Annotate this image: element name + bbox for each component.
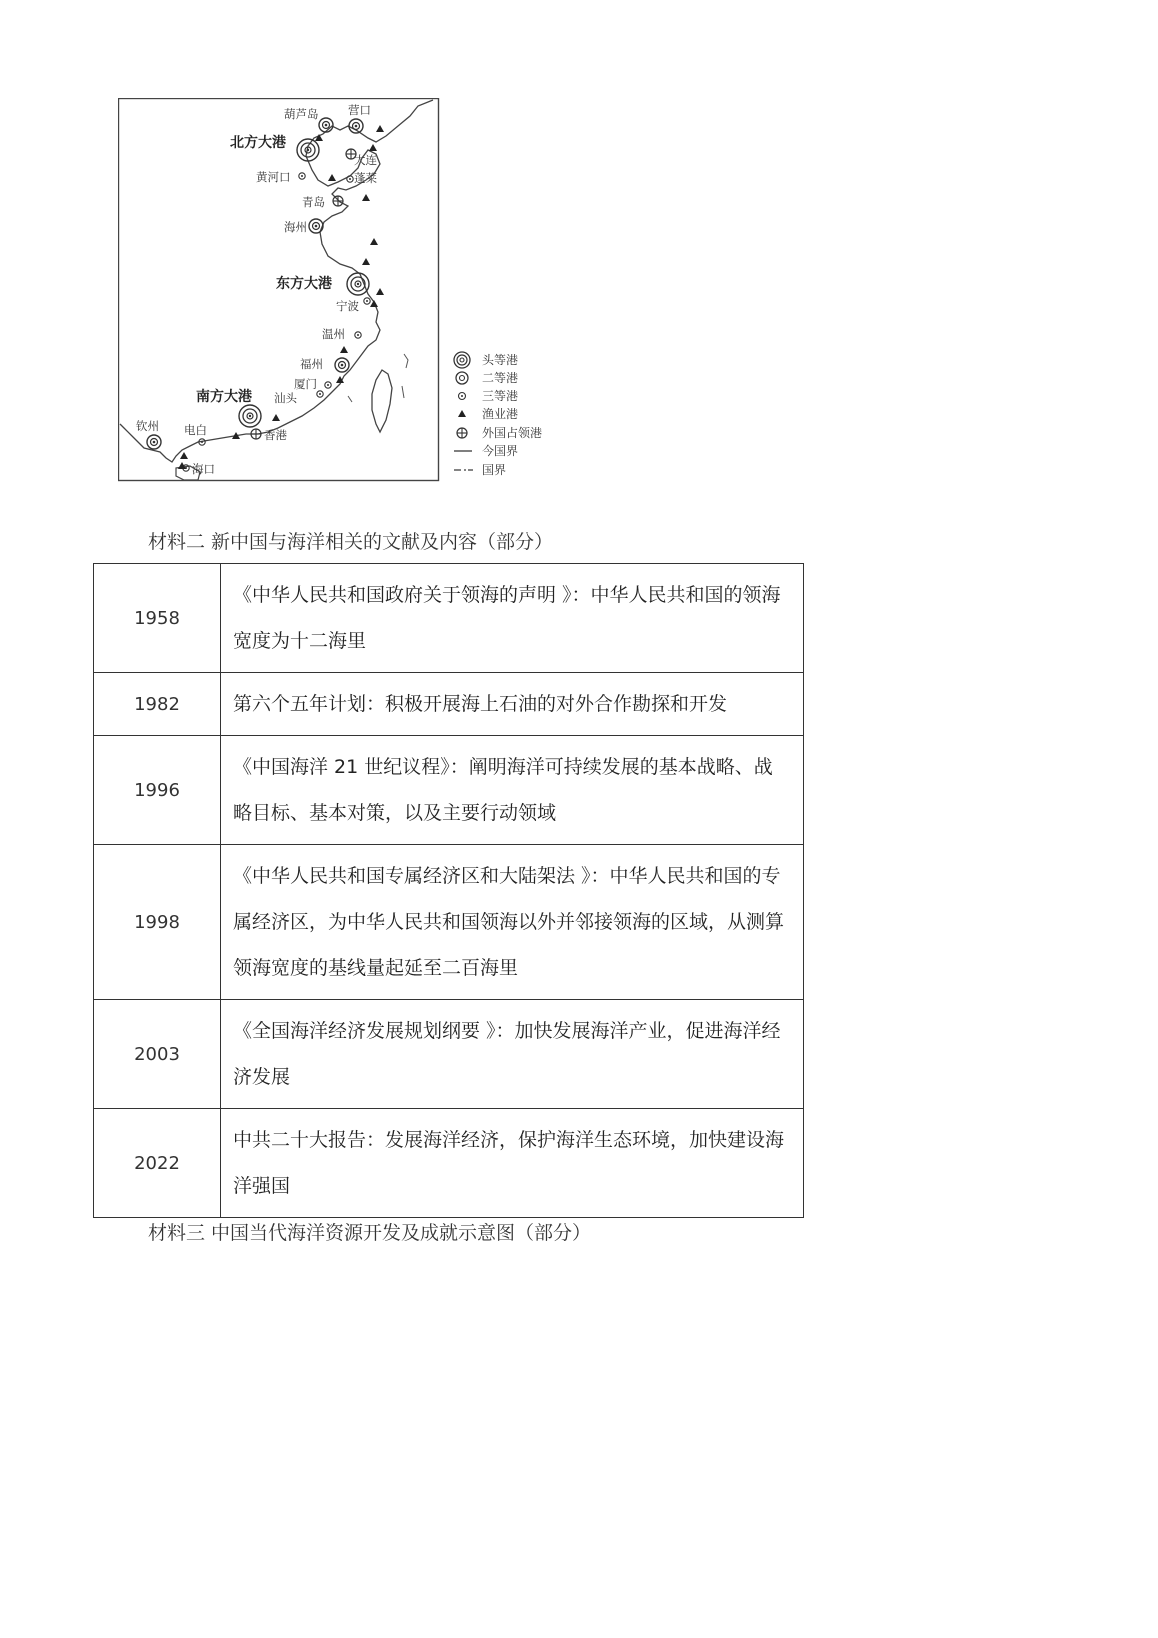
table-row — [94, 845, 804, 1000]
port-qingdao-foreign — [333, 196, 343, 206]
documents-table — [93, 563, 804, 1218]
island-mark — [402, 386, 404, 398]
first-class-port-icon — [454, 352, 470, 368]
label-dianbai: 电白 — [184, 423, 207, 437]
legend-label-foreign: 外国占领港 — [482, 426, 543, 440]
table-row — [94, 736, 804, 845]
port-fuzhou — [335, 358, 349, 372]
legend-label-fishing: 渔业港 — [482, 407, 519, 421]
material3-caption: 材料三 中国当代海洋资源开发及成就示意图（部分） — [148, 1222, 592, 1244]
port-hongkong-foreign — [251, 429, 261, 439]
row-year: 2022 — [94, 1109, 221, 1218]
second-class-port-icon — [456, 372, 468, 384]
label-north-big-port: 北方大港 — [230, 135, 286, 151]
taiwan-island — [372, 370, 392, 432]
port-xiamen — [325, 382, 331, 388]
label-east-big-port: 东方大港 — [276, 276, 332, 292]
port-shantou — [317, 391, 323, 397]
table-row — [94, 1000, 804, 1109]
legend-label-second-class: 二等港 — [482, 371, 519, 385]
fishing-port-icon — [458, 410, 466, 417]
label-yingkou: 营口 — [348, 103, 371, 117]
label-hongkong: 香港 — [264, 428, 287, 442]
label-wenzhou: 温州 — [322, 327, 345, 341]
table-row — [94, 673, 804, 736]
port-east-big-port — [347, 273, 369, 295]
port-qinzhou — [147, 435, 161, 449]
row-year: 2003 — [94, 1000, 221, 1109]
row-year: 1982 — [94, 673, 221, 736]
port-ningbo — [364, 298, 370, 304]
row-content: 《中国海洋 21 世纪议程》：阐明海洋可持续发展的基本战略、战略目标、基本对策，以及主要行动领域 — [221, 736, 804, 845]
island-mark — [404, 354, 408, 368]
island-mark — [348, 396, 352, 402]
port-huanghekou — [299, 173, 305, 179]
port-north-big-port — [297, 139, 319, 161]
third-class-port-icon — [459, 393, 466, 400]
legend-label-third-class: 三等港 — [482, 389, 519, 403]
row-year: 1958 — [94, 564, 221, 673]
legend-label-national-border: 国界 — [482, 463, 507, 477]
row-year: 1996 — [94, 736, 221, 845]
map-legend — [454, 352, 542, 477]
material2-caption: 材料二 新中国与海洋相关的文献及内容（部分） — [148, 531, 554, 553]
label-ningbo: 宁波 — [336, 299, 359, 313]
table-row — [94, 1109, 804, 1218]
label-huludao: 葫芦岛 — [284, 107, 319, 121]
legend-label-first-class: 头等港 — [482, 353, 519, 367]
label-dalian: 大连 — [354, 153, 377, 167]
row-content: 第六个五年计划：积极开展海上石油的对外合作勘探和开发 — [221, 673, 804, 736]
label-south-big-port: 南方大港 — [196, 389, 252, 405]
port-haizhou — [309, 219, 323, 233]
row-year: 1998 — [94, 845, 221, 1000]
row-content: 中共二十大报告：发展海洋经济，保护海洋生态环境，加快建设海洋强国 — [221, 1109, 804, 1218]
port-yingkou — [349, 119, 363, 133]
label-shantou: 汕头 — [274, 391, 297, 405]
row-content: 《中华人民共和国专属经济区和大陆架法 》：中华人民共和国的专属经济区，为中华人民共和国领海以外并邻接领海的区域，从测算领海宽度的基线量起延至二百海里 — [221, 845, 804, 1000]
table-row — [94, 564, 804, 673]
label-fuzhou: 福州 — [300, 357, 323, 371]
foreign-occupied-port-icon — [457, 428, 467, 438]
label-penglai: 蓬莱 — [354, 171, 377, 185]
label-qinzhou: 钦州 — [136, 419, 159, 433]
port-huludao — [319, 118, 333, 132]
label-qingdao: 青岛 — [302, 195, 325, 209]
port-south-big-port — [239, 405, 261, 427]
label-huanghekou: 黄河口 — [256, 170, 291, 184]
row-content: 《中华人民共和国政府关于领海的声明 》：中华人民共和国的领海宽度为十二海里 — [221, 564, 804, 673]
port-wenzhou — [355, 332, 361, 338]
label-haizhou: 海州 — [284, 220, 307, 234]
label-haikou: 海口 — [192, 462, 215, 476]
port-map — [118, 98, 588, 506]
port-map-figure — [118, 98, 588, 506]
legend-label-current-border: 今国界 — [482, 444, 519, 458]
row-content: 《全国海洋经济发展规划纲要 》：加快发展海洋产业，促进海洋经济发展 — [221, 1000, 804, 1109]
port-penglai — [347, 176, 353, 182]
label-xiamen: 厦门 — [294, 377, 317, 391]
